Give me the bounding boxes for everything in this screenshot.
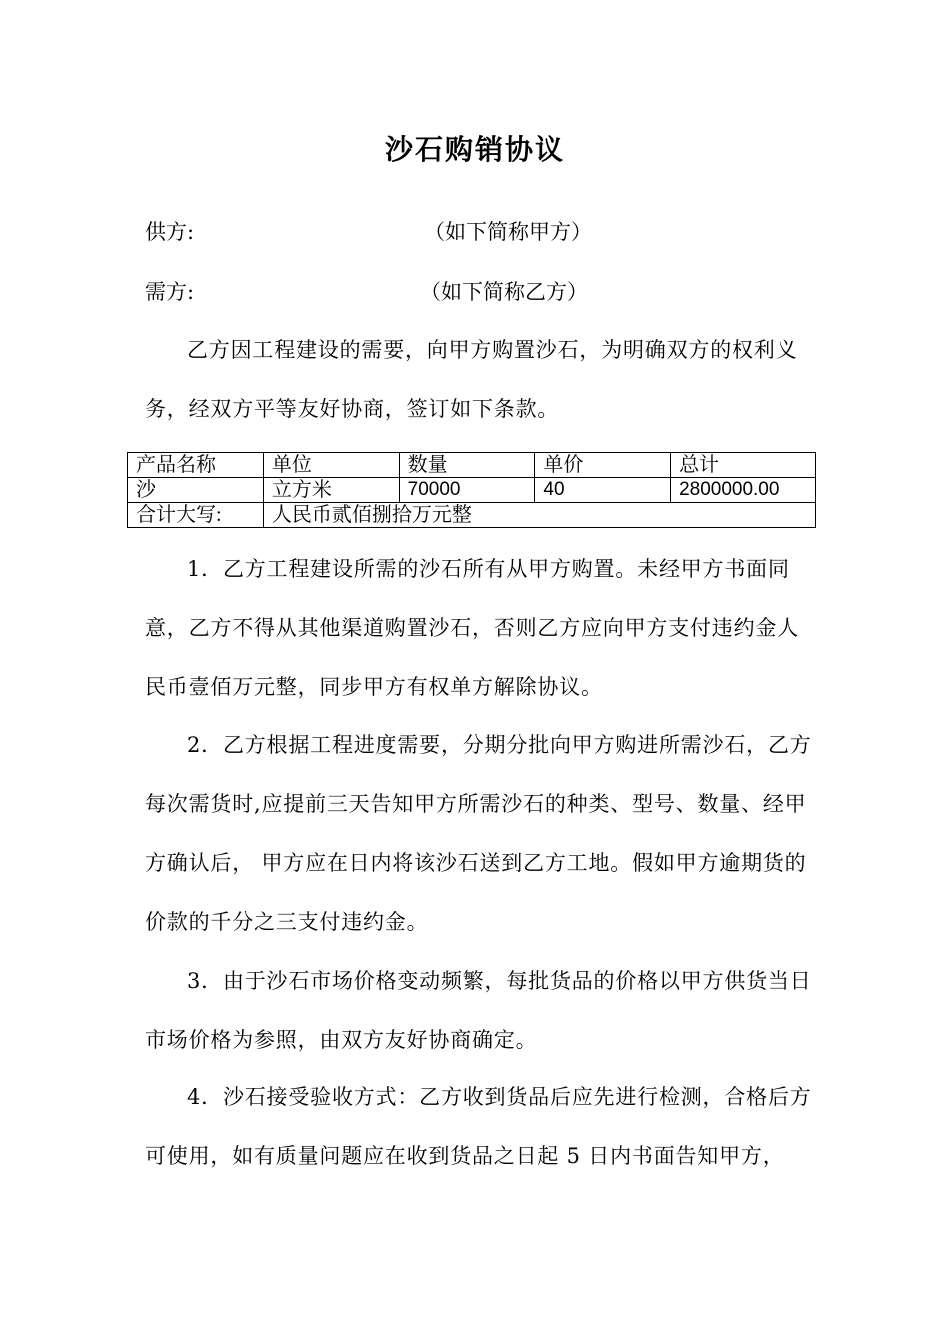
buyer-note: （如下简称乙方） <box>420 280 588 304</box>
table-header-row <box>128 453 816 478</box>
goods-table <box>127 452 816 528</box>
total-label: 合计大写: <box>128 503 264 528</box>
header-cell: 总计 <box>671 453 816 478</box>
supplier-note: （如下简称甲方） <box>424 220 592 244</box>
document-title: 沙石购销协议 <box>384 133 565 166</box>
header-cell: 单价 <box>535 453 671 478</box>
buyer-label: 需方: <box>145 280 195 304</box>
header-cell: 数量 <box>399 453 535 478</box>
table-total-row <box>128 503 816 528</box>
clause-3: 3．由于沙石市场价格变动频繁，每批货品的价格以甲方供货当日市场价格为参照，由双方友好协商确定。 <box>145 969 812 1052</box>
cell-product: 沙 <box>128 478 264 503</box>
supplier-label: 供方: <box>145 220 195 244</box>
cell-total: 2800000.00 <box>671 478 816 503</box>
clause-4: 4．沙石接受验收方式：乙方收到货品后应先进行检测，合格后方可使用，如有质量问题应在收到货品之日起 5 日内书面告知甲方， <box>145 1085 812 1168</box>
cell-unit: 立方米 <box>263 478 399 503</box>
clause-1: 1．乙方工程建设所需的沙石所有从甲方购置。未经甲方书面同意，乙方不得从其他渠道购置沙石，否则乙方应向甲方支付违约金人民币壹佰万元整，同步甲方有权单方解除协议。 <box>145 557 799 699</box>
header-cell: 产品名称 <box>128 453 264 478</box>
table-row <box>128 478 816 503</box>
header-cell: 单位 <box>263 453 399 478</box>
cell-unit-price: 40 <box>535 478 671 503</box>
cell-quantity: 70000 <box>399 478 535 503</box>
intro-paragraph: 乙方因工程建设的需要，向甲方购置沙石，为明确双方的权利义务，经双方平等友好协商，签订如下条款。 <box>145 338 798 421</box>
total-value: 人民币贰佰捌拾万元整 <box>263 503 815 528</box>
clause-2: 2．乙方根据工程进度需要，分期分批向甲方购进所需沙石，乙方每次需货时,应提前三天告知甲方所需沙石的种类、型号、数量、经甲方确认后， 甲方应在日内将该沙石送到乙方工地。假如甲方逾期货的价款的千分之三支付违约金。 <box>145 733 812 934</box>
